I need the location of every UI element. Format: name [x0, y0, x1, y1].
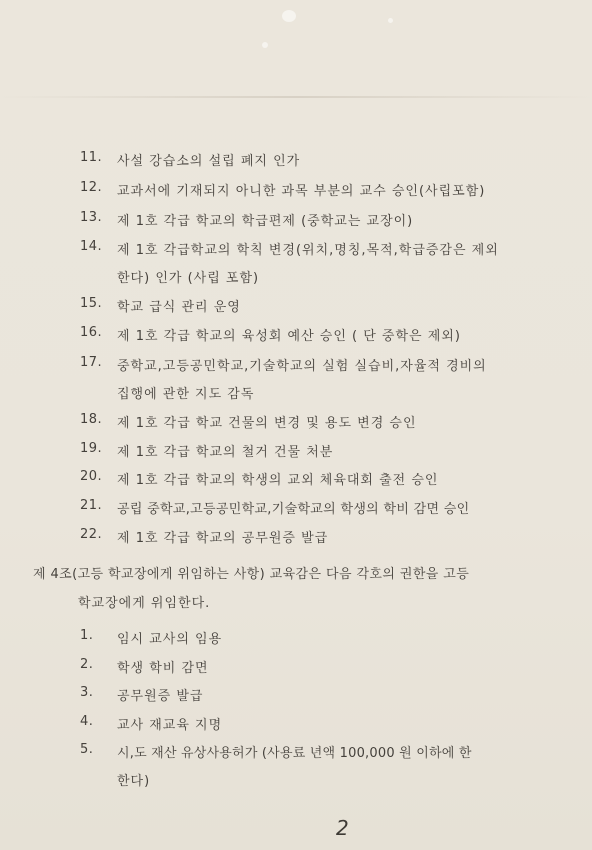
- item-number: 3.: [80, 685, 94, 700]
- item-text: 제 1호 각급 학교의 학생의 교외 체육대회 출전 승인: [117, 473, 439, 488]
- item-text-continuation: 한다) 인가 (사립 포함): [117, 271, 260, 286]
- paper-spot: [262, 42, 268, 48]
- item-text: 시,도 재산 유상사용허가 (사용료 년액 100,000 원 이하에 한: [117, 746, 472, 761]
- item-text: 사설 강습소의 설립 폐지 인가: [117, 154, 301, 169]
- item-number: 22.: [80, 527, 103, 542]
- item-text: 학교 급식 관리 운영: [117, 300, 241, 315]
- item-number: 18.: [80, 412, 103, 427]
- item-number: 15.: [80, 296, 103, 311]
- item-text: 제 1호 각급 학교 건물의 변경 및 용도 변경 승인: [117, 416, 417, 431]
- paper-crease: [0, 96, 592, 98]
- item-number: 17.: [80, 355, 103, 370]
- item-number: 12.: [80, 180, 103, 195]
- item-number: 1.: [80, 628, 94, 643]
- item-text: 제 1호 각급 학교의 학급편제 (중학교는 교장이): [117, 214, 414, 229]
- article-4-heading: 제 4조(고등 학교장에게 위임하는 사항) 교육감은 다음 각호의 권한을 고등: [33, 567, 470, 582]
- item-number: 11.: [80, 150, 103, 165]
- item-text: 제 1호 각급 학교의 육성회 예산 승인 ( 단 중학은 제외): [117, 329, 461, 344]
- paper-spot: [388, 18, 393, 23]
- item-number: 2.: [80, 657, 94, 672]
- item-text: 제 1호 각급학교의 학칙 변경(위치,명칭,목적,학급증감은 제외: [117, 243, 499, 258]
- item-text: 제 1호 각급 학교의 공무원증 발급: [117, 531, 329, 546]
- item-number: 5.: [80, 742, 94, 757]
- article-4-continuation: 학교장에게 위임한다.: [78, 596, 211, 611]
- item-text: 교사 재교육 지명: [117, 718, 223, 733]
- item-text: 임시 교사의 임용: [117, 632, 223, 647]
- item-text: 중학교,고등공민학교,기술학교의 실험 실습비,자율적 경비의: [117, 359, 487, 374]
- item-text: 교과서에 기재되지 아니한 과목 부분의 교수 승인(사립포함): [117, 184, 486, 199]
- item-text-continuation: 집행에 관한 지도 감독: [117, 387, 255, 402]
- item-number: 13.: [80, 210, 103, 225]
- paper-spot: [282, 10, 296, 22]
- item-text: 공립 중학교,고등공민학교,기술학교의 학생의 학비 감면 승인: [117, 502, 470, 517]
- item-number: 4.: [80, 714, 94, 729]
- item-text-continuation: 한다): [117, 774, 151, 789]
- item-number: 20.: [80, 469, 103, 484]
- item-number: 14.: [80, 239, 103, 254]
- item-text: 학생 학비 감면: [117, 661, 209, 676]
- item-number: 21.: [80, 498, 103, 513]
- item-text: 제 1호 각급 학교의 철거 건물 처분: [117, 445, 334, 460]
- item-text: 공무원증 발급: [117, 689, 204, 704]
- page-number: 2: [336, 816, 349, 840]
- item-number: 16.: [80, 325, 103, 340]
- item-number: 19.: [80, 441, 103, 456]
